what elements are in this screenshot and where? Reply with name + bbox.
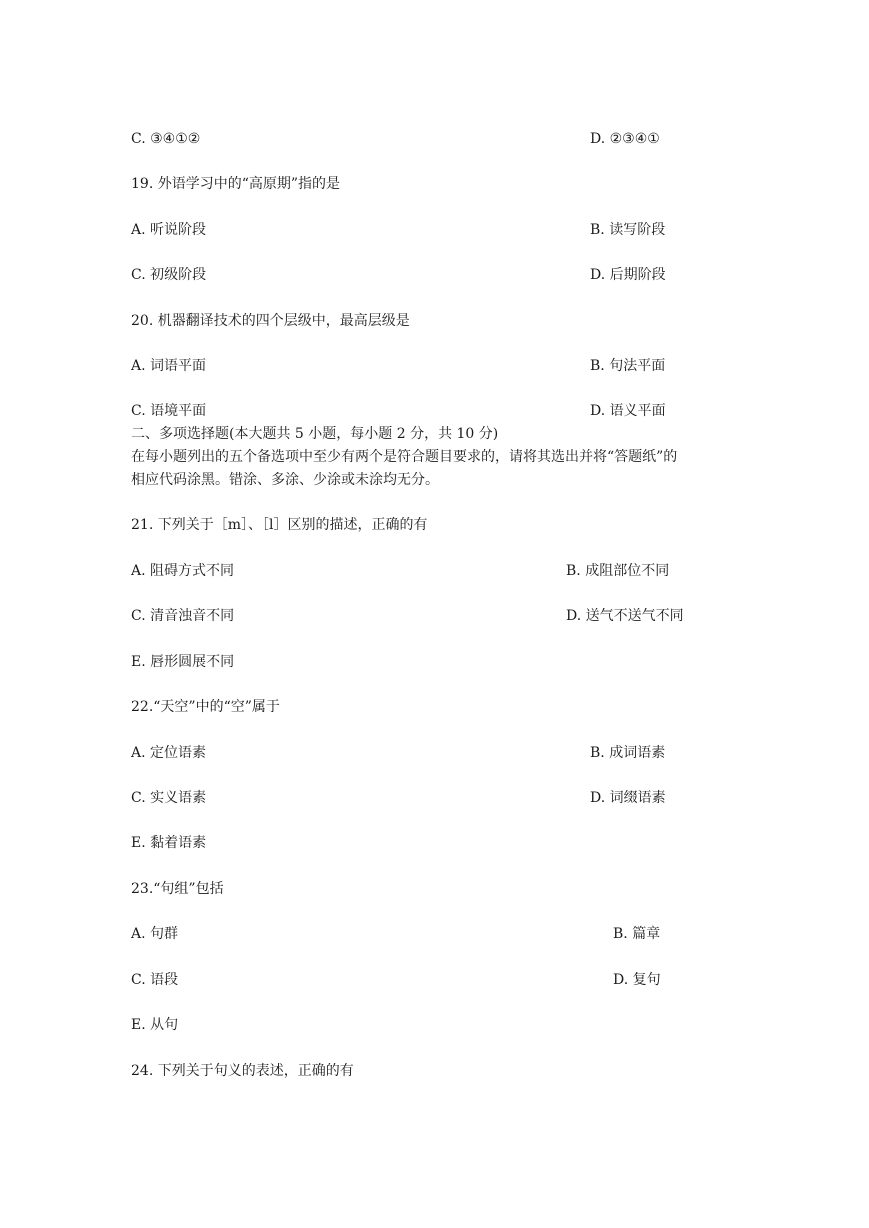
q24-stem: 24. 下列关于句义的表述，正确的有 (131, 1063, 354, 1079)
q20-option-b: B. 句法平面 (590, 358, 666, 374)
q18-option-d: D. ②③④① (590, 131, 660, 147)
q23-option-a: A. 句群 (131, 926, 179, 942)
q21-option-a: A. 阻碍方式不同 (131, 563, 235, 579)
q21-stem: 21. 下列关于［m］、［l］区别的描述，正确的有 (131, 517, 428, 533)
q22-option-c: C. 实义语素 (131, 790, 207, 806)
q23-option-b: B. 篇章 (613, 926, 661, 942)
q21-option-d: D. 送气不送气不同 (566, 608, 684, 624)
q23-option-c: C. 语段 (131, 972, 179, 988)
q18-option-c: C. ③④①② (131, 131, 201, 147)
q21-option-b: B. 成阻部位不同 (566, 563, 670, 579)
q22-option-e: E. 黏着语素 (131, 835, 207, 851)
q22-option-b: B. 成词语素 (590, 745, 666, 761)
q19-option-d: D. 后期阶段 (590, 267, 666, 283)
q22-option-a: A. 定位语素 (131, 745, 207, 761)
q20-stem: 20. 机器翻译技术的四个层级中，最高层级是 (131, 313, 410, 329)
section2-heading: 二、多项选择题(本大题共 5 小题，每小题 2 分，共 10 分) (131, 426, 499, 442)
q20-option-a: A. 词语平面 (131, 358, 207, 374)
q20-option-d: D. 语义平面 (590, 403, 666, 419)
q21-option-c: C. 清音浊音不同 (131, 608, 235, 624)
q19-option-c: C. 初级阶段 (131, 267, 207, 283)
q19-option-a: A. 听说阶段 (131, 222, 207, 238)
q19-option-b: B. 读写阶段 (590, 222, 666, 238)
section2-instruction-line1: 在每小题列出的五个备选项中至少有两个是符合题目要求的，请将其选出并将“答题纸”的 (131, 449, 678, 465)
q23-stem: 23.“句组”包括 (131, 881, 224, 897)
q22-stem: 22.“天空”中的“空”属于 (131, 699, 280, 715)
q20-option-c: C. 语境平面 (131, 403, 207, 419)
q23-option-d: D. 复句 (613, 972, 661, 988)
q22-option-d: D. 词缀语素 (590, 790, 666, 806)
section2-instruction-line2: 相应代码涂黑。错涂、多涂、少涂或未涂均无分。 (131, 472, 439, 488)
q21-option-e: E. 唇形圆展不同 (131, 654, 235, 670)
q19-stem: 19. 外语学习中的“高原期”指的是 (131, 176, 341, 192)
q23-option-e: E. 从句 (131, 1017, 179, 1033)
